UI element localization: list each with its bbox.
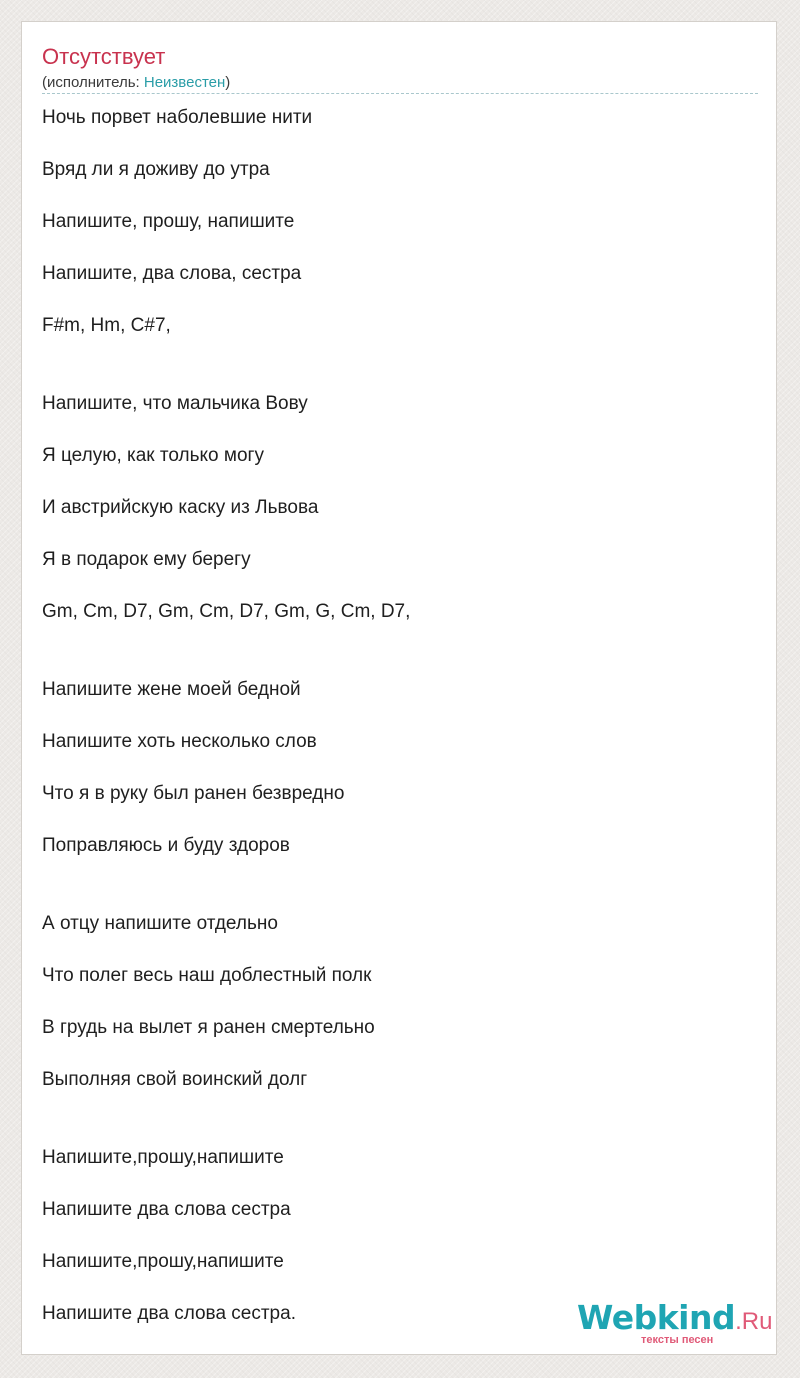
lyric-line: Выполняя свой воинский долг xyxy=(42,1069,308,1090)
lyric-line: Поправляюсь и буду здоров xyxy=(42,835,290,856)
lyric-line: Напишите, что мальчика Вову xyxy=(42,393,308,414)
lyric-line: Вряд ли я доживу до утра xyxy=(42,159,270,180)
site-logo[interactable] xyxy=(577,1300,772,1346)
logo-tld: .Ru xyxy=(735,1308,773,1335)
lyric-line: F#m, Hm, C#7, xyxy=(42,315,171,336)
lyric-line: Напишите хоть несколько слов xyxy=(42,731,317,752)
lyric-line: А отцу напишите отдельно xyxy=(42,913,278,934)
artist-suffix: ) xyxy=(225,74,231,91)
lyric-line: Напишите, прошу, напишите xyxy=(42,211,295,232)
lyric-line: Напишите,прошу,напишите xyxy=(42,1251,284,1272)
lyric-line: Напишите,прошу,напишите xyxy=(42,1147,284,1168)
lyric-line: Я целую, как только могу xyxy=(42,445,264,466)
lyric-line: Gm, Cm, D7, Gm, Cm, D7, Gm, G, Cm, D7, xyxy=(42,601,411,622)
lyric-line: В грудь на вылет я ранен смертельно xyxy=(42,1017,375,1038)
title-divider xyxy=(42,93,758,94)
artist-prefix: (исполнитель: xyxy=(42,74,144,91)
logo-main-text: Webkind xyxy=(577,1298,736,1337)
artist-line xyxy=(42,74,230,92)
logo-tagline: тексты песен xyxy=(641,1334,714,1346)
lyric-line: Что полег весь наш доблестный полк xyxy=(42,965,372,986)
lyrics-text xyxy=(42,107,758,1355)
lyric-line: Напишите жене моей бедной xyxy=(42,679,301,700)
lyric-line: Что я в руку был ранен безвредно xyxy=(42,783,345,804)
song-title: Отсутствует xyxy=(42,44,166,69)
lyric-line: Напишите два слова сестра. xyxy=(42,1303,296,1324)
lyric-line: Напишите, два слова, сестра xyxy=(42,263,302,284)
lyric-line: Я в подарок ему берегу xyxy=(42,549,251,570)
lyric-line: Ночь порвет наболевшие нити xyxy=(42,107,313,128)
artist-link[interactable]: Неизвестен xyxy=(143,74,226,91)
lyric-line: Напишите два слова сестра xyxy=(42,1199,291,1220)
lyric-line: И австрийскую каску из Львова xyxy=(42,497,319,518)
lyrics-card xyxy=(21,21,777,1355)
